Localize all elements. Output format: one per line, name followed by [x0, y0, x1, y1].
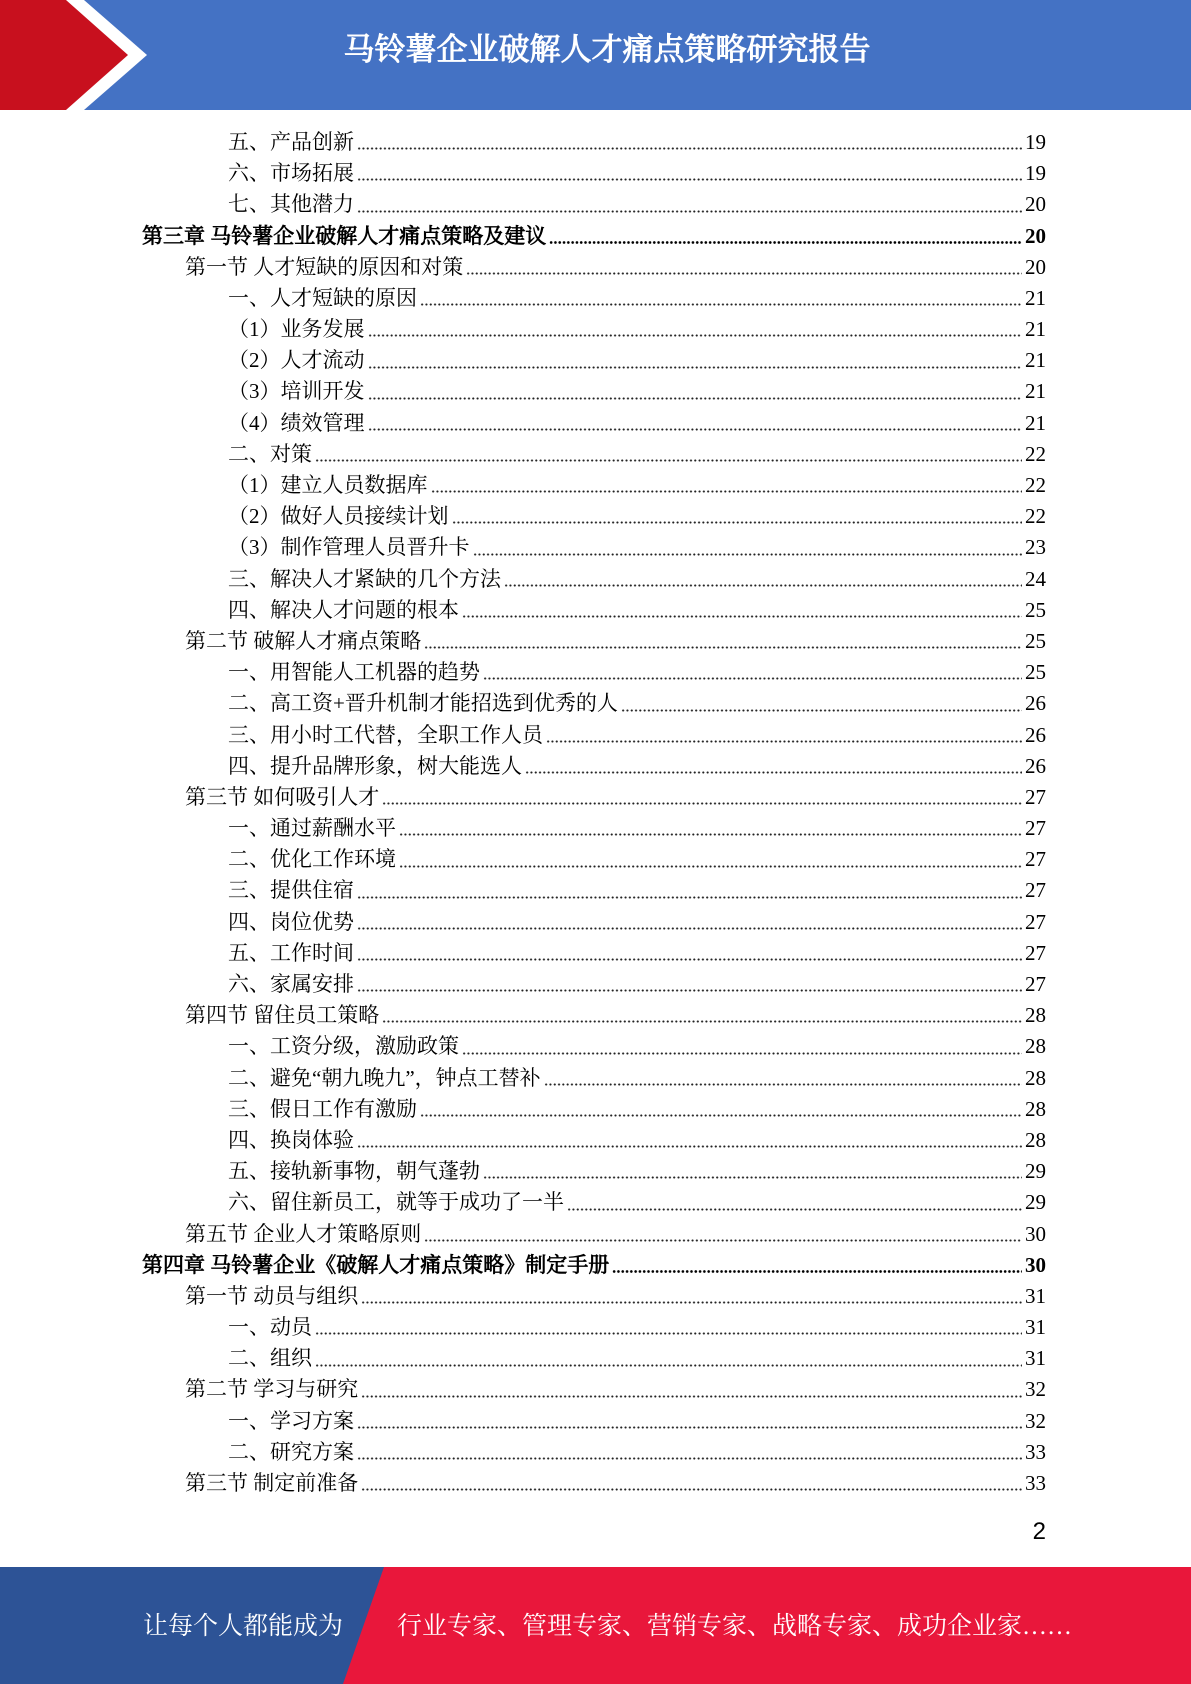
dot-leader	[462, 615, 1022, 618]
dot-leader	[368, 397, 1023, 400]
toc-entry-label: （4）绩效管理	[228, 410, 365, 435]
dot-leader	[549, 241, 1022, 244]
toc-entry-label: 五、工作时间	[228, 940, 354, 965]
toc-chapter-entry[interactable]	[0, 221, 1191, 252]
dot-leader	[357, 927, 1022, 930]
dot-leader	[357, 1426, 1022, 1429]
toc-entry[interactable]	[0, 688, 1191, 719]
toc-section-entry[interactable]	[0, 626, 1191, 657]
toc-entry-label: 四、提升品牌形象，树大能选人	[228, 753, 522, 778]
toc-entry[interactable]	[0, 751, 1191, 782]
dot-leader	[621, 709, 1022, 712]
dot-leader	[357, 896, 1022, 899]
toc-entry-label: 第五节 企业人才策略原则	[185, 1221, 422, 1246]
toc-entry-label: 四、岗位优势	[228, 909, 354, 934]
dot-leader	[368, 334, 1023, 337]
toc-entry-label: 一、工资分级，激励政策	[228, 1034, 459, 1059]
dot-leader	[357, 210, 1022, 213]
toc-entry-label: 一、学习方案	[228, 1408, 354, 1433]
dot-leader	[466, 272, 1022, 275]
dot-leader	[567, 1208, 1022, 1211]
table-of-contents	[0, 127, 1191, 1499]
dot-leader	[483, 1176, 1022, 1179]
dot-leader	[424, 1239, 1022, 1242]
toc-entry-label: （2）做好人员接续计划	[228, 504, 449, 529]
dot-leader	[357, 147, 1022, 150]
toc-entry-label: 六、市场拓展	[228, 161, 354, 186]
dot-leader	[368, 428, 1023, 431]
toc-entry-label: 二、高工资+晋升机制才能招选到优秀的人	[228, 691, 618, 716]
toc-section-entry[interactable]	[0, 1219, 1191, 1250]
toc-page-number: 22	[1025, 504, 1046, 529]
toc-page-number: 22	[1025, 473, 1046, 498]
toc-page-number: 29	[1025, 1159, 1046, 1184]
toc-section-entry[interactable]	[0, 1468, 1191, 1499]
dot-leader	[357, 958, 1022, 961]
toc-page-number: 27	[1025, 784, 1046, 809]
toc-entry[interactable]	[0, 1031, 1191, 1062]
toc-entry-label: 第四节 留住员工策略	[185, 1003, 380, 1028]
toc-page-number: 28	[1025, 1034, 1046, 1059]
dot-leader	[315, 1332, 1022, 1335]
toc-page-number: 31	[1025, 1346, 1046, 1371]
dot-leader	[546, 740, 1022, 743]
toc-entry-label: 第四章 马铃薯企业《破解人才痛点策略》制定手册	[142, 1252, 610, 1277]
toc-subentry[interactable]	[0, 345, 1191, 376]
toc-subentry[interactable]	[0, 314, 1191, 345]
toc-entry[interactable]	[0, 657, 1191, 688]
toc-entry[interactable]	[0, 938, 1191, 969]
toc-entry[interactable]	[0, 813, 1191, 844]
toc-entry[interactable]	[0, 595, 1191, 626]
toc-page-number: 21	[1025, 379, 1046, 404]
toc-entry-label: 一、人才短缺的原因	[228, 285, 417, 310]
toc-entry[interactable]	[0, 1125, 1191, 1156]
toc-page-number: 28	[1025, 1127, 1046, 1152]
toc-page-number: 27	[1025, 940, 1046, 965]
toc-page-number: 28	[1025, 1065, 1046, 1090]
toc-entry-label: 第三节 制定前准备	[185, 1471, 359, 1496]
toc-section-entry[interactable]	[0, 1281, 1191, 1312]
dot-leader	[420, 1114, 1022, 1117]
toc-section-entry[interactable]	[0, 782, 1191, 813]
dot-leader	[357, 1457, 1022, 1460]
dot-leader	[424, 646, 1022, 649]
toc-page-number: 21	[1025, 317, 1046, 342]
toc-page-number: 26	[1025, 722, 1046, 747]
toc-entry-label: 六、家属安排	[228, 972, 354, 997]
dot-leader	[357, 178, 1022, 181]
toc-page-number: 28	[1025, 1003, 1046, 1028]
toc-entry-label: 四、解决人才问题的根本	[228, 597, 459, 622]
toc-entry-label: 二、避免“朝九晚九”，钟点工替补	[228, 1065, 541, 1090]
toc-entry-label: 一、通过薪酬水平	[228, 816, 396, 841]
toc-entry[interactable]	[0, 876, 1191, 907]
toc-entry[interactable]	[0, 564, 1191, 595]
toc-entry-label: 七、其他潜力	[228, 192, 354, 217]
toc-page-number: 27	[1025, 847, 1046, 872]
toc-subentry[interactable]	[0, 470, 1191, 501]
dot-leader	[525, 771, 1022, 774]
toc-page-number: 25	[1025, 628, 1046, 653]
toc-page-number: 27	[1025, 909, 1046, 934]
dot-leader	[361, 1395, 1022, 1398]
document-title: 马铃薯企业破解人才痛点策略研究报告	[343, 32, 871, 67]
toc-entry[interactable]	[0, 720, 1191, 751]
toc-page-number: 32	[1025, 1377, 1046, 1402]
dot-leader	[315, 459, 1022, 462]
dot-leader	[431, 490, 1023, 493]
dot-leader	[361, 1488, 1022, 1491]
toc-page-number: 22	[1025, 441, 1046, 466]
toc-section-entry[interactable]	[0, 1000, 1191, 1031]
toc-entry-label: 二、对策	[228, 441, 312, 466]
dot-leader	[399, 865, 1022, 868]
toc-page-number: 27	[1025, 816, 1046, 841]
footer-slogan-tagline: 行业专家、管理专家、营销专家、战略专家、成功企业家……	[397, 1613, 1073, 1640]
dot-leader	[368, 366, 1023, 369]
toc-subentry[interactable]	[0, 501, 1191, 532]
toc-entry-label: 二、组织	[228, 1346, 312, 1371]
toc-entry-label: 第三章 马铃薯企业破解人才痛点策略及建议	[142, 223, 547, 248]
toc-entry-label: 三、用小时工代替，全职工作人员	[228, 722, 543, 747]
toc-page-number: 33	[1025, 1471, 1046, 1496]
toc-subentry[interactable]	[0, 408, 1191, 439]
dot-leader	[462, 1052, 1022, 1055]
footer-slogan-lead: 让每个人都能成为	[143, 1613, 344, 1640]
dot-leader	[452, 521, 1023, 524]
toc-entry-label: （2）人才流动	[228, 348, 365, 373]
toc-page-number: 31	[1025, 1283, 1046, 1308]
dot-leader	[361, 1301, 1022, 1304]
toc-entry-label: 一、用智能人工机器的趋势	[228, 660, 480, 685]
toc-subentry[interactable]	[0, 532, 1191, 563]
dot-leader	[357, 1145, 1022, 1148]
toc-page-number: 29	[1025, 1190, 1046, 1215]
dot-leader	[612, 1270, 1022, 1273]
dot-leader	[420, 303, 1022, 306]
toc-entry-label: 一、动员	[228, 1315, 312, 1340]
page-number: 2	[1032, 1518, 1046, 1545]
toc-page-number: 30	[1025, 1221, 1046, 1246]
dot-leader	[399, 833, 1022, 836]
toc-entry-label: 五、产品创新	[228, 129, 354, 154]
toc-page-number: 24	[1025, 566, 1046, 591]
toc-entry[interactable]	[0, 1156, 1191, 1187]
toc-entry-label: （1）业务发展	[228, 317, 365, 342]
toc-entry[interactable]	[0, 907, 1191, 938]
dot-leader	[357, 989, 1022, 992]
toc-page-number: 25	[1025, 597, 1046, 622]
toc-page-number: 31	[1025, 1315, 1046, 1340]
toc-subentry[interactable]	[0, 377, 1191, 408]
toc-page-number: 19	[1025, 129, 1046, 154]
toc-entry-label: 二、优化工作环境	[228, 847, 396, 872]
toc-page-number: 23	[1025, 535, 1046, 560]
dot-leader	[382, 802, 1022, 805]
toc-entry[interactable]	[0, 1437, 1191, 1468]
toc-page-number: 21	[1025, 285, 1046, 310]
toc-chapter-entry[interactable]	[0, 1250, 1191, 1281]
toc-entry-label: 第二节 破解人才痛点策略	[185, 628, 422, 653]
dot-leader	[544, 1083, 1022, 1086]
toc-section-entry[interactable]	[0, 1375, 1191, 1406]
toc-section-entry[interactable]	[0, 252, 1191, 283]
toc-entry[interactable]	[0, 969, 1191, 1000]
toc-page-number: 33	[1025, 1439, 1046, 1464]
dot-leader	[504, 584, 1022, 587]
toc-entry[interactable]	[0, 1406, 1191, 1437]
toc-entry[interactable]	[0, 1094, 1191, 1125]
toc-entry[interactable]	[0, 1187, 1191, 1218]
toc-entry-label: （3）培训开发	[228, 379, 365, 404]
toc-entry[interactable]	[0, 439, 1191, 470]
toc-page-number: 27	[1025, 878, 1046, 903]
toc-entry-label: 五、接轨新事物，朝气蓬勃	[228, 1159, 480, 1184]
dot-leader	[473, 553, 1023, 556]
toc-entry-label: 第二节 学习与研究	[185, 1377, 359, 1402]
page-footer	[0, 1567, 1191, 1684]
toc-page-number: 27	[1025, 972, 1046, 997]
toc-page-number: 28	[1025, 1096, 1046, 1121]
toc-page-number: 30	[1025, 1252, 1046, 1277]
dot-leader	[382, 1020, 1022, 1023]
toc-entry[interactable]	[0, 127, 1191, 158]
page-header	[0, 0, 1191, 110]
toc-entry-label: 二、研究方案	[228, 1439, 354, 1464]
toc-entry-label: 六、留住新员工，就等于成功了一半	[228, 1190, 564, 1215]
toc-page-number: 32	[1025, 1408, 1046, 1433]
toc-entry[interactable]	[0, 844, 1191, 875]
toc-page-number: 19	[1025, 161, 1046, 186]
toc-entry-label: 三、提供住宿	[228, 878, 354, 903]
dot-leader	[315, 1364, 1022, 1367]
toc-entry-label: 三、假日工作有激励	[228, 1096, 417, 1121]
toc-entry[interactable]	[0, 189, 1191, 220]
toc-entry-label: 三、解决人才紧缺的几个方法	[228, 566, 501, 591]
toc-entry-label: （3）制作管理人员晋升卡	[228, 535, 470, 560]
toc-page-number: 20	[1025, 223, 1046, 248]
toc-page-number: 25	[1025, 660, 1046, 685]
toc-page-number: 21	[1025, 348, 1046, 373]
toc-entry-label: 第一节 人才短缺的原因和对策	[185, 254, 464, 279]
toc-entry[interactable]	[0, 283, 1191, 314]
toc-entry[interactable]	[0, 158, 1191, 189]
toc-entry[interactable]	[0, 1063, 1191, 1094]
toc-page-number: 26	[1025, 691, 1046, 716]
toc-entry-label: 第三节 如何吸引人才	[185, 784, 380, 809]
toc-page-number: 20	[1025, 192, 1046, 217]
toc-page-number: 21	[1025, 410, 1046, 435]
toc-entry[interactable]	[0, 1312, 1191, 1343]
toc-entry-label: （1）建立人员数据库	[228, 473, 428, 498]
toc-entry-label: 四、换岗体验	[228, 1127, 354, 1152]
toc-entry[interactable]	[0, 1343, 1191, 1374]
toc-page-number: 20	[1025, 254, 1046, 279]
toc-page-number: 26	[1025, 753, 1046, 778]
toc-entry-label: 第一节 动员与组织	[185, 1283, 359, 1308]
dot-leader	[483, 677, 1022, 680]
